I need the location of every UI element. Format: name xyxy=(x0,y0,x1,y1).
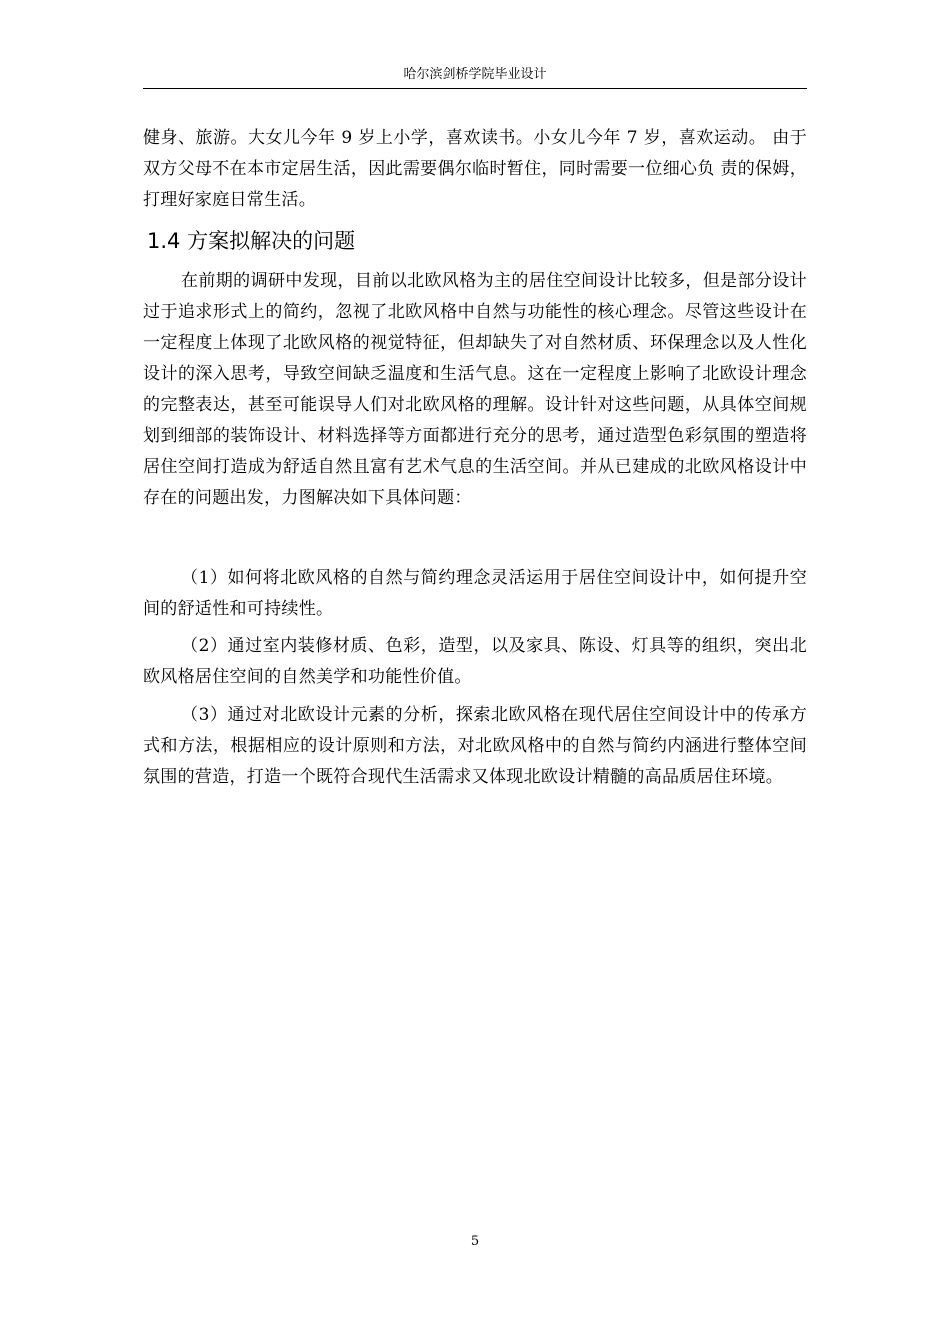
main-paragraph: 在前期的调研中发现，目前以北欧风格为主的居住空间设计比较多，但是部分设计过于追求形式上的简约，忽视了北欧风格中自然与功能性的核心理念。尽管这些设计在一定程度上体现了北欧风格的视觉特征，但却缺失了对自然材质、环保理念以及人性化设计的深入思考，导致空间缺乏温度和生活气息。这在一定程度上影响了北欧设计理念的完整表达，甚至可能误导人们对北欧风格的理解。设计针对这些问题，从具体空间规划到细部的装饰设计、材料选择等方面都进行充分的思考，通过造型色彩氛围的塑造将居住空间打造成为舒适自然且富有艺术气息的生活空间。并从已建成的北欧风格设计中存在的问题出发，力图解决如下具体问题： xyxy=(143,271,807,508)
list-item-1: （1）如何将北欧风格的自然与简约理念灵活运用于居住空间设计中，如何提升空间的舒适性和可持续性。 xyxy=(143,568,807,619)
header-title: 哈尔滨剑桥学院毕业设计 xyxy=(403,67,547,82)
page-header xyxy=(143,62,807,89)
intro-paragraph: 健身、旅游。大女儿今年 9 岁上小学，喜欢读书。小女儿今年 7 岁，喜欢运动。 由于双方父母不在本市定居生活，因此需要偶尔临时暂住，同时需要一位细心负 责的保姆，打理好家庭日常生活。 xyxy=(143,128,807,210)
list-item-2: （2）通过室内装修材质、色彩，造型，以及家具、陈设、灯具等的组织，突出北欧风格居住空间的自然美学和功能性价值。 xyxy=(143,636,807,687)
section-heading: 1.4 方案拟解决的问题 xyxy=(147,229,356,253)
list-item-3: （3）通过对北欧设计元素的分析，探索北欧风格在现代居住空间设计中的传承方式和方法，根据相应的设计原则和方法，对北欧风格中的自然与简约内涵进行整体空间氛围的营造，打造一个既符合现代生活需求又体现北欧设计精髓的高品质居住环境。 xyxy=(143,705,807,787)
page-number: 5 xyxy=(470,1234,480,1249)
